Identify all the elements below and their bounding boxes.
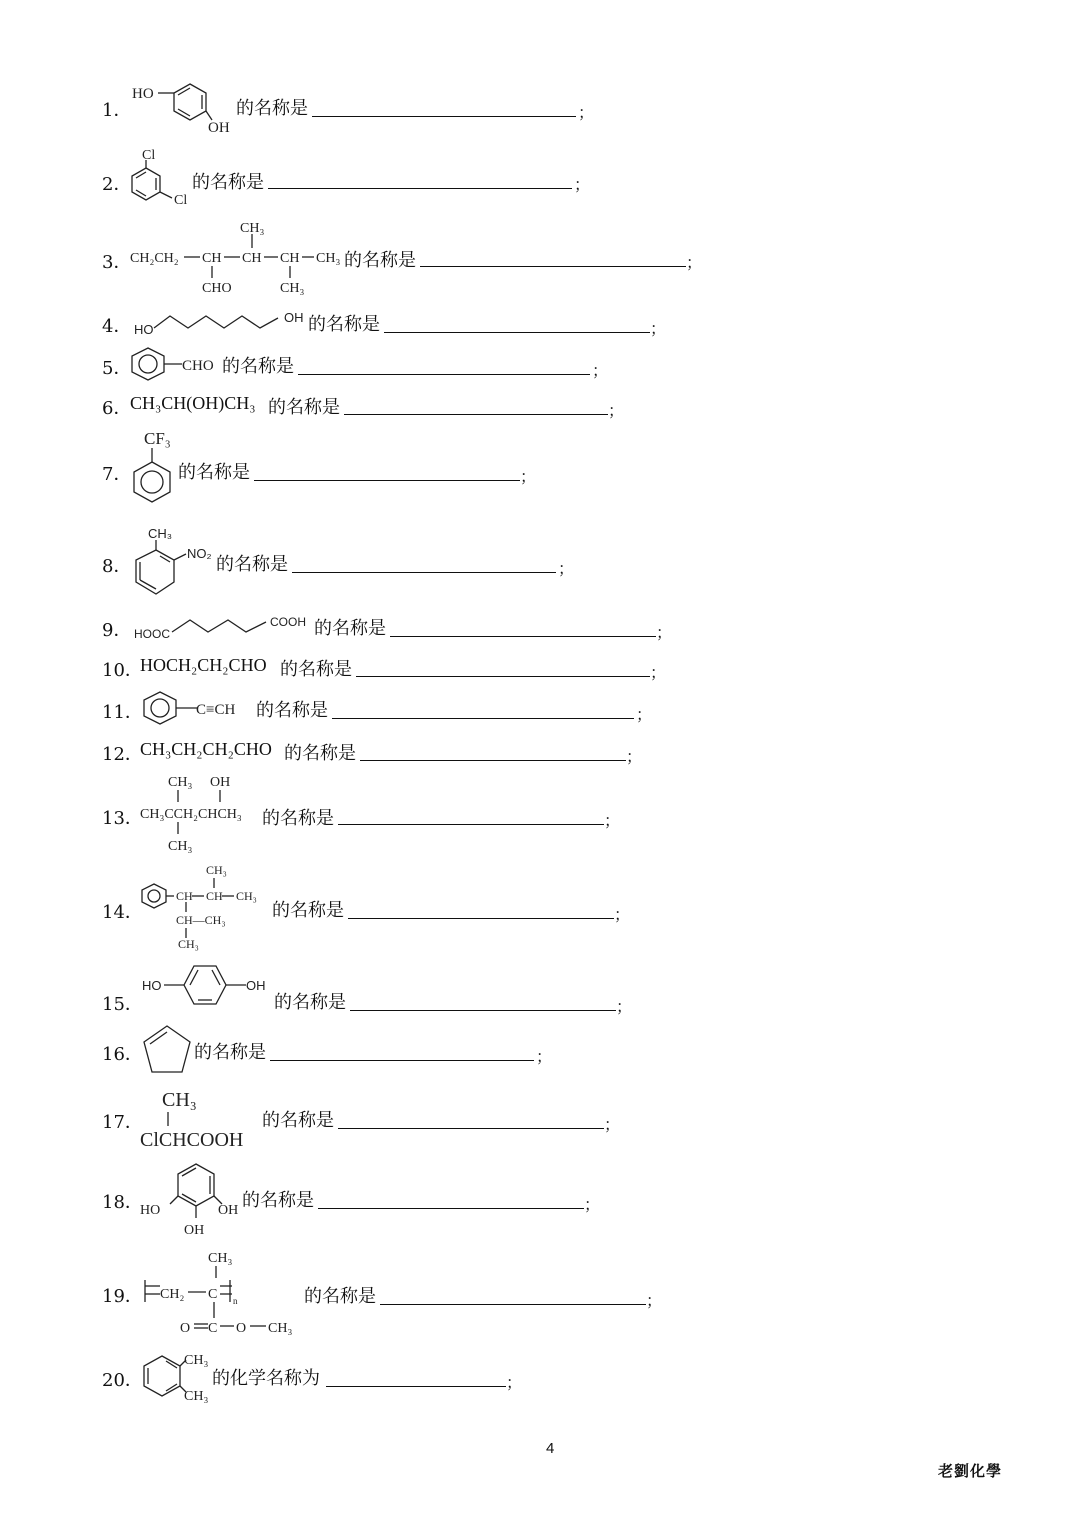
structure-hexanediol: [132, 304, 312, 340]
svg-text:CH₃CCH₂CHCH₃: CH₃CCH₂CHCH₃: [140, 807, 242, 822]
structure-benzaldehyde: [130, 346, 230, 382]
answer-blank[interactable]: [326, 1386, 506, 1387]
question-17: 17． CH₃ ClCHCOOH 的名称是 ；: [0, 1084, 1080, 1094]
answer-blank[interactable]: [338, 824, 604, 825]
structure-o-xylene: [140, 1348, 220, 1404]
svg-text:n: n: [233, 1296, 238, 1306]
ho-label: HO: [132, 86, 154, 102]
svg-text:CH₃: CH₃: [178, 937, 199, 951]
svg-text:CH: CH: [206, 889, 223, 903]
question-8: 8． CH₃ NO₂ 的名称是 ；: [0, 522, 1080, 532]
structure-pyrogallol: [140, 1160, 250, 1240]
question-11: 11． C≡CH 的名称是 ；: [0, 690, 1080, 700]
svg-text:CH₃: CH₃: [168, 839, 193, 854]
question-19: 19． CH₃ CH₂ C n O C O CH₃ 的名称是 ；: [0, 1244, 1080, 1254]
svg-text:CH₃: CH₃: [162, 1089, 197, 1111]
structure-q14: [142, 862, 272, 952]
structure-hydroquinone: [142, 958, 272, 1008]
answer-blank[interactable]: [338, 1128, 604, 1129]
answer-blank[interactable]: [318, 1208, 584, 1209]
answer-blank[interactable]: [344, 414, 608, 415]
answer-blank[interactable]: [312, 116, 576, 117]
svg-text:HOOC: HOOC: [134, 627, 170, 641]
question-14: 14． CH CH CH₃ CH₃ CH—CH₃ CH₃ 的名称是 ；: [102, 863, 631, 951]
svg-text:Cl: Cl: [174, 193, 188, 208]
svg-text:HO: HO: [140, 1203, 161, 1218]
answer-blank[interactable]: [348, 918, 614, 919]
svg-text:OH: OH: [284, 310, 304, 325]
svg-text:HO: HO: [142, 978, 162, 993]
answer-blank[interactable]: [254, 480, 520, 481]
structure-pmma: [142, 1244, 312, 1340]
svg-text:CH₃: CH₃: [236, 889, 257, 903]
svg-text:C≡CH: C≡CH: [196, 702, 236, 718]
svg-text:CH₂CH₂: CH₂CH₂: [130, 251, 179, 266]
svg-text:CH₃: CH₃: [208, 1251, 233, 1266]
question-16: 16． 的名称是 ；: [0, 1022, 1080, 1032]
page-number: 4: [546, 1440, 555, 1457]
svg-text:CH: CH: [176, 889, 193, 903]
question-6: 6． CH₃CH(OH)CH₃ 的名称是 ；: [102, 393, 625, 420]
question-5: 5． CHO 的名称是 ；: [0, 346, 1080, 356]
svg-text:Cl: Cl: [142, 148, 156, 163]
structure-dichlorobenzene: [130, 146, 200, 210]
svg-text:CH—CH₃: CH—CH₃: [176, 913, 226, 927]
svg-text:CH₃: CH₃: [206, 863, 227, 877]
structure-q13: [140, 772, 270, 854]
brand-watermark: 老劉化學: [938, 1462, 1003, 1480]
structure-nitrotoluene: [130, 522, 220, 602]
svg-text:CH₃: CH₃: [168, 775, 193, 790]
answer-blank[interactable]: [380, 1304, 646, 1305]
svg-text:OH: OH: [246, 978, 266, 993]
svg-text:CH: CH: [242, 251, 262, 266]
svg-text:CH₃: CH₃: [148, 526, 173, 541]
answer-blank[interactable]: [268, 188, 572, 189]
question-number: 1．: [102, 100, 132, 121]
svg-text:ClCHCOOH: ClCHCOOH: [140, 1129, 244, 1151]
answer-blank[interactable]: [384, 332, 650, 333]
question-12: 12． CH₃CH₂CH₂CHO 的名称是 ；: [102, 739, 643, 766]
answer-blank[interactable]: [356, 676, 650, 677]
question-20: 20． CH₃ CH₃ 的化学名称为 ；: [0, 1348, 1080, 1358]
question-text: 的名称是: [236, 98, 308, 119]
structure-cyclopentene: [140, 1022, 196, 1078]
structure-q3: [130, 220, 350, 296]
structure-resorcinol: [130, 82, 240, 137]
svg-text:CH₃: CH₃: [184, 1389, 209, 1404]
question-9: 9． HOOC COOH 的名称是 ；: [0, 608, 1080, 618]
answer-blank[interactable]: [350, 1010, 616, 1011]
structure-adipic-acid: [132, 608, 316, 644]
structure-q17: [140, 1084, 270, 1154]
answer-blank[interactable]: [292, 572, 556, 573]
question-1: 1． HO OH 的名称是 ；: [0, 82, 1080, 92]
svg-text:OH: OH: [210, 775, 231, 790]
svg-text:C: C: [208, 1287, 218, 1302]
question-10: 10． HOCH₂CH₂CHO 的名称是 ；: [102, 655, 667, 682]
question-13: 13． CH₃ OH CH₃CCH₂CHCH₃ CH₃ 的名称是 ；: [0, 772, 1080, 782]
svg-text:CHO: CHO: [182, 358, 214, 374]
svg-text:CH: CH: [280, 251, 300, 266]
svg-text:OH: OH: [218, 1203, 239, 1218]
answer-blank[interactable]: [420, 266, 686, 267]
question-4: 4． HO OH 的名称是 ；: [0, 304, 1080, 314]
svg-text:HO: HO: [134, 322, 154, 337]
svg-text:OH: OH: [184, 1223, 205, 1238]
svg-text:CH₃: CH₃: [240, 221, 265, 236]
svg-text:CF₃: CF₃: [144, 429, 171, 448]
oh-label: OH: [208, 120, 230, 136]
svg-text:CHO: CHO: [202, 281, 232, 296]
svg-text:COOH: COOH: [270, 615, 306, 629]
svg-text:CH₂: CH₂: [160, 1287, 185, 1302]
structure-phenylacetylene: [142, 690, 258, 726]
question-7: 7． CF₃ 的名称是 ；: [0, 426, 1080, 436]
answer-blank[interactable]: [360, 760, 626, 761]
svg-text:CH: CH: [202, 251, 222, 266]
svg-text:CH₃: CH₃: [316, 251, 341, 266]
svg-text:O: O: [236, 1321, 247, 1336]
answer-blank[interactable]: [298, 374, 590, 375]
svg-text:NO₂: NO₂: [187, 546, 212, 561]
svg-text:CH₃: CH₃: [184, 1353, 209, 1368]
question-2: 2． Cl Cl 的名称是 ；: [102, 148, 591, 208]
question-3: 3． CH₂CH₂ CH CHO CH CH₃ CH CH₃ CH₃ 的名称是 ；: [102, 221, 703, 296]
question-18: 18． HO OH OH 的名称是 ；: [0, 1160, 1080, 1170]
svg-text:C: C: [208, 1321, 218, 1336]
svg-text:CH₃: CH₃: [268, 1321, 293, 1336]
answer-blank[interactable]: [332, 718, 634, 719]
svg-text:CH₃: CH₃: [280, 281, 305, 296]
answer-blank[interactable]: [270, 1060, 534, 1061]
question-15: 15． HO OH 的名称是 ；: [0, 958, 1080, 968]
svg-text:O: O: [180, 1321, 191, 1336]
answer-blank[interactable]: [390, 636, 656, 637]
formula: CH₃CH(OH)CH₃: [130, 393, 256, 413]
